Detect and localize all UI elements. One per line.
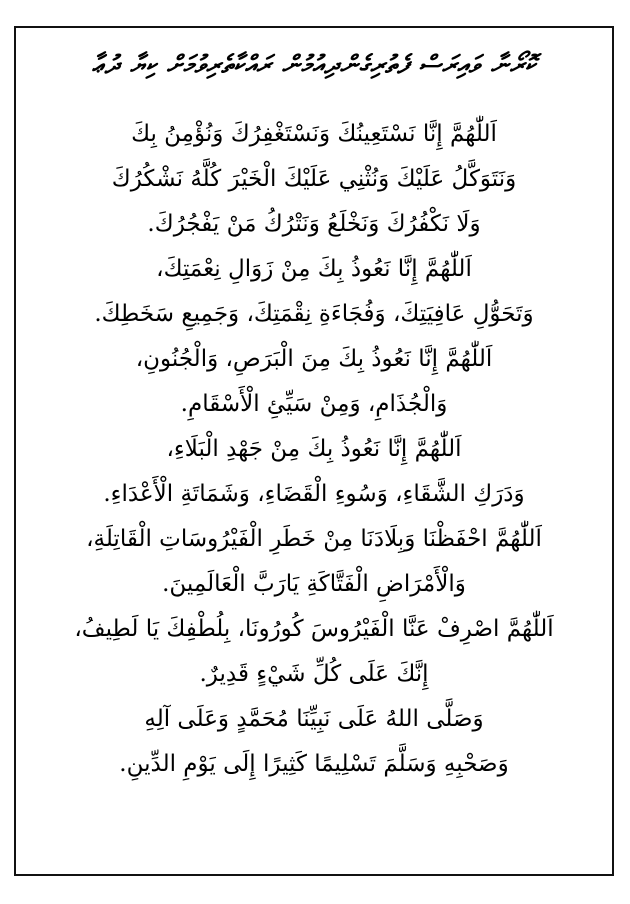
dua-line: إِنَّكَ عَلَى كُلِّ شَيْءٍ قَدِيرٌ. bbox=[199, 661, 429, 687]
dua-line: اَللّٰهُمَّ إِنَّا نَسْتَعِينُكَ وَنَسْتَغْفِرُكَ وَنُؤْمِنُ بِكَ bbox=[131, 121, 497, 147]
dua-line: اَللّٰهُمَّ اصْرِفْ عَنَّا الْفَيْرُوسَ كُورُونَا، بِلُطْفِكَ يَا لَطِيفُ، bbox=[74, 616, 554, 642]
dua-line: اَللّٰهُمَّ إِنَّا نَعُوذُ بِكَ مِنْ زَوَالِ نِعْمَتِكَ، bbox=[156, 256, 472, 282]
dua-line: وَنَتَوَكَّلُ عَلَيْكَ وَنُثْنِي عَلَيْكَ الْخَيْرَ كُلَّهُ نَشْكُرُكَ bbox=[111, 166, 517, 192]
dua-line: اَللّٰهُمَّ إِنَّا نَعُوذُ بِكَ مِنْ جَهْدِ الْبَلَاءِ، bbox=[166, 436, 462, 462]
dua-line: وَدَرَكِ الشَّقَاءِ، وَسُوءِ الْقَضَاءِ، وَشَمَاتَةِ الْأَعْدَاءِ. bbox=[103, 481, 525, 507]
document-title: ކޮރޯނާ ވައިރަސް ފެތުރިގެންދިއުމުން ރައްކާތެރިވުމަށް ކިޔާ ދުޢާ bbox=[91, 50, 537, 79]
dua-line: وَالْأَمْرَاضِ الْفَتَّاكَةِ يَارَبَّ الْعَالَمِينَ. bbox=[162, 571, 466, 597]
page-border-frame bbox=[14, 26, 614, 876]
dua-line: وَلَا نَكْفُرُكَ وَنَخْلَعُ وَنَتْرُكُ مَنْ يَفْجُرُكَ. bbox=[147, 211, 481, 237]
dua-line: وَتَحَوُّلِ عَافِيَتِكَ، وَفُجَاءَةِ نِقْمَتِكَ، وَجَمِيعِ سَخَطِكَ. bbox=[94, 301, 534, 327]
dua-line: وَصَحْبِهِ وَسَلَّمَ تَسْلِيمًا كَثِيرًا إِلَى يَوْمِ الدِّينِ. bbox=[119, 751, 509, 777]
dua-line: وَالْجُذَامِ، وَمِنْ سَيِّئِ الْأَسْقَامِ. bbox=[180, 391, 448, 417]
dua-line: اَللّٰهُمَّ إِنَّا نَعُوذُ بِكَ مِنَ الْبَرَصِ، وَالْجُنُونِ، bbox=[135, 346, 493, 372]
dua-text-block bbox=[16, 112, 612, 787]
dua-line: وَصَلَّى اللهُ عَلَى نَبِيِّنَا مُحَمَّدٍ وَعَلَى آلِهِ bbox=[144, 706, 484, 732]
dua-line: اَللّٰهُمَّ احْفَظْنَا وَبِلَادَنَا مِنْ خَطَرِ الْفَيْرُوسَاتِ الْقَاتِلَةِ، bbox=[86, 526, 542, 552]
